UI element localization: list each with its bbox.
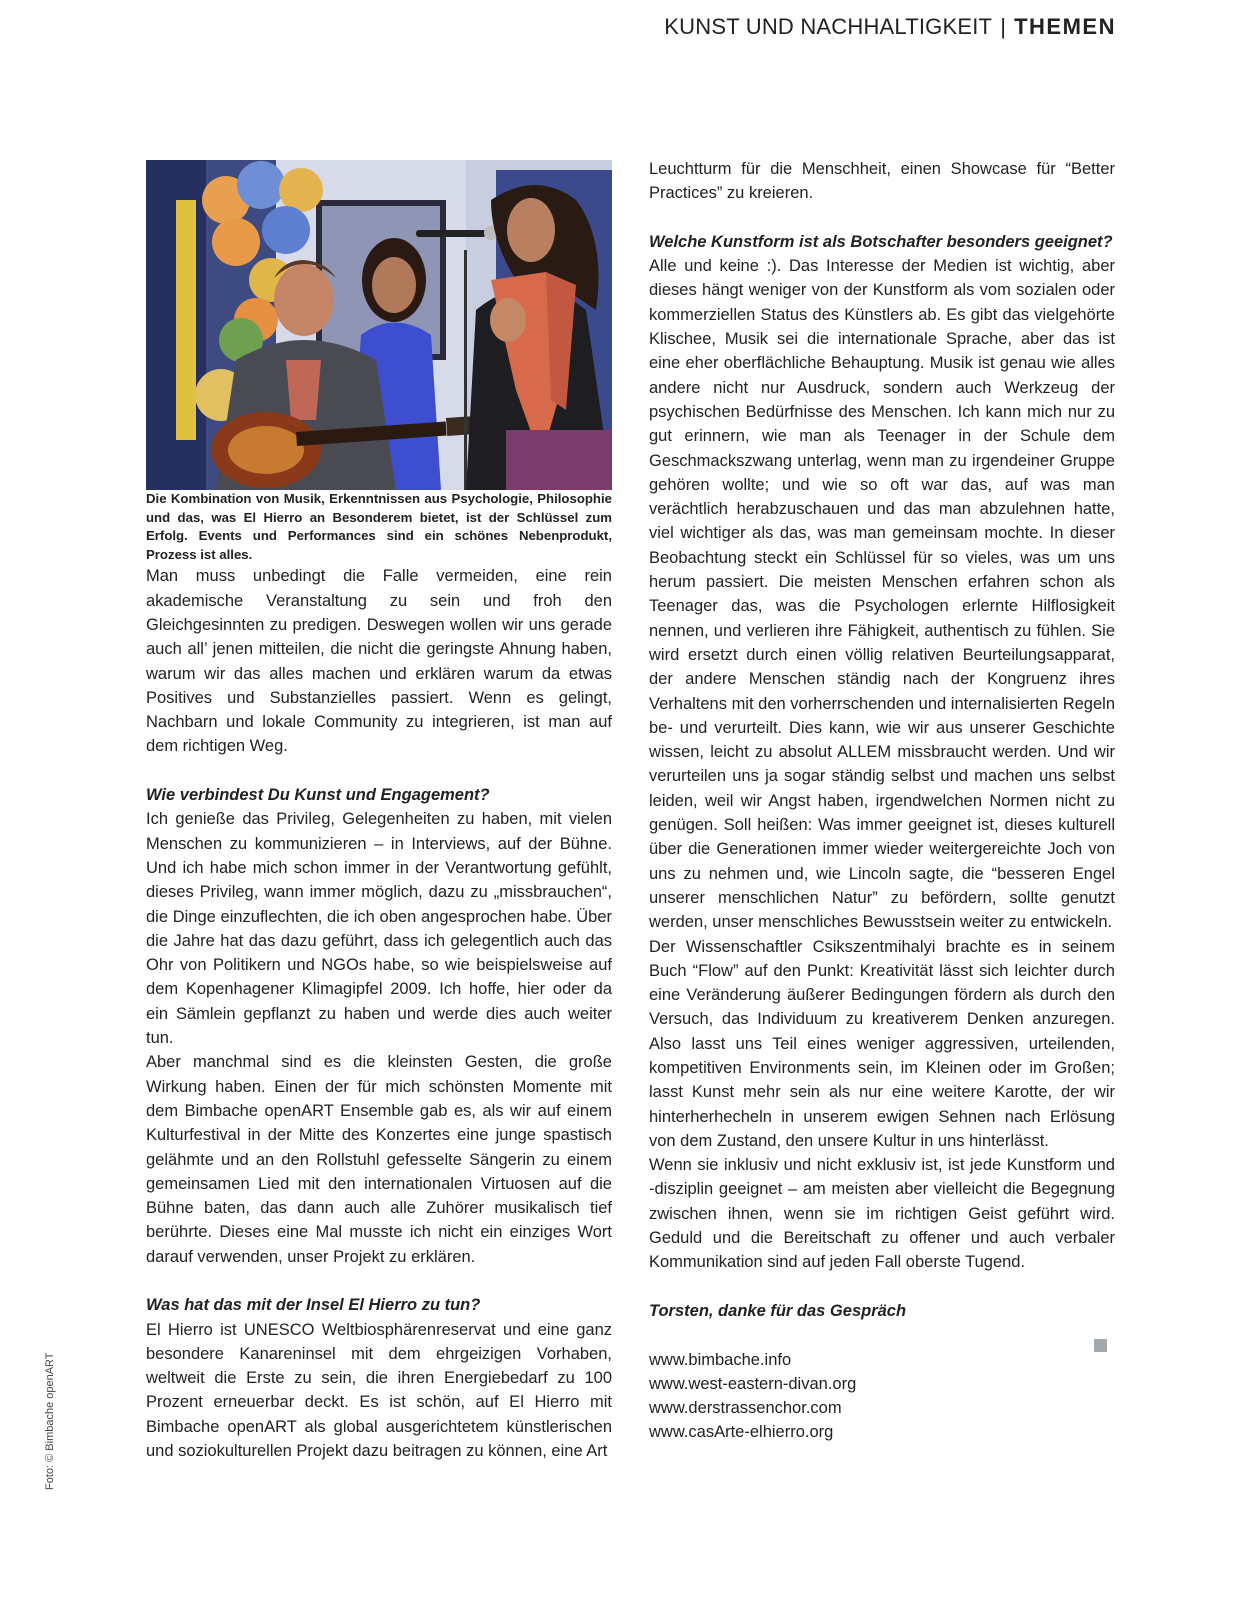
- question-heading-3: Welche Kunstform ist als Botschafter besonders geeignet?: [649, 232, 1113, 251]
- photo-illustration: [146, 160, 612, 490]
- answer-3-paragraph-2: Der Wissenschaftler Csikszentmihalyi brachte es in seinem Buch “Flow” auf den Punkt: Kreativität lässt sich leichter durch eine Veränderung äußerer Bedingungen fördern als durch den Versuch, das Individuum zu kreativerem Denken anzuregen. Also lasst uns Teil eines weniger aggressiven, urteilenden, kompetitiven Environments sein, im Kleinen oder im Großen; lasst Kunst mehr sein als nur eine weitere Karotte, der wir hinterherhecheln in unserem ewigen Sehnen nach Erlösung von dem Zustand, den unsere Kultur in uns hinterlässt.: [649, 937, 1115, 1150]
- header-separator: |: [1000, 14, 1007, 39]
- running-header: [664, 14, 1116, 40]
- link-west-eastern-divan[interactable]: www.west-eastern-divan.org: [649, 1374, 857, 1393]
- photo-credit: Foto: © Bimbache openART: [44, 1352, 56, 1490]
- link-bimbache[interactable]: www.bimbache.info: [649, 1350, 792, 1369]
- answer-2-paragraph-1: El Hierro ist UNESCO Weltbiosphärenreservat und eine ganz besondere Kanareninsel mit dem ehrgeizigen Vorhaben, weltweit die Erste zu sein, die ihren Energiebedarf zu 100 Prozent erneuerbar deckt. Es ist schön, auf El Hierro mit Bimbache openART als global ausgerichtetem künstlerischen und soziokulturellen Projekt dazu beitragen zu können, eine Art: [146, 1320, 612, 1461]
- link-derstrassenchor[interactable]: www.derstrassenchor.com: [649, 1399, 842, 1418]
- answer-1-paragraph-2: Aber manchmal sind es die kleinsten Gesten, die große Wirkung haben. Einen der für mich schönsten Momente mit dem Bimbache openART Ensemble gab es, als wir auf einem Kulturfestival in der Mitte des Konzertes eine junge spastisch gelähmte und an den Rollstuhl gefesselte Sängerin zu einem gemeinsamen Lied mit den internationalen Virtuosen auf die Bühne baten, das dann auch alle Zuhörer musikalisch tief berührte. Dieses eine Mal musste ich nicht ein einziges Wort darauf verwenden, unser Projekt zu erklären.: [146, 1053, 612, 1266]
- answer-1-paragraph-1: Ich genieße das Privileg, Gelegenheiten zu haben, mit vielen Menschen zu kommunizieren – in Interviews, auf der Bühne. Und ich habe mich schon immer in der Verantwortung gefühlt, dieses Privileg, wann immer möglich, dazu zu „missbrauchen“, die Dinge einzuflechten, die ich oben angesprochen habe. Über die Jahre hat das dazu geführt, dass ich gelegentlich auch das Ohr von Politikern und NGOs habe, so wie beispielsweise auf dem Kopenhagener Klimagipfel 2009. Ich hoffe, hier oder da ein Sämlein gepflanzt zu haben und werde dies auch weiter tun.: [146, 810, 612, 1048]
- answer-3-paragraph-1: Alle und keine :). Das Interesse der Medien ist wichtig, aber dieses hängt weniger von der Kunstform als vom sozialen oder kommerziellen Status des Künstlers ab. Es gibt das vielgehörte Klischee, Musik sei die internationale Sprache, aber das ist eine eher oberflächliche Behauptung. Musik ist genau wie alles andere nicht nur Ausdruck, sondern auch Werkzeug der psychischen Bedürfnisse des Menschen. Ich kann mich nur zu gut erinnern, wie man als Teenager in der Schule dem Geschmackszwang unterlag, wenn man zu irgendeiner Gruppe gehören wollte; und wie so oft war das, auf was man verächtlich herabzuschauen und das man abzulehnen hatte, viel wichtiger als das, was man gemeinsam mochte. In dieser Beobachtung steckt ein Schlüssel für so vieles, was um uns herum passiert. Die meisten Menschen erfahren schon als Teenager das, was die Psychologen erlernte Hilflosigkeit nennen, und verlieren ihre Fähigkeit, authentisch zu fühlen. Sie wird ersetzt durch einen völlig relativen Beurteilungsapparat, der andere Menschen ständig nach der Kongruenz ihres Verhaltens mit den vorherrschenden und internalisierten Regeln be- und verurteilt. Dies kann, wie wir aus unserer Geschichte wissen, leicht zu absolut ALLEM missbraucht werden. Und wir verurteilen uns ja sogar ständig selbst und machen uns selbst leiden, weil wir Angst haben, irgendwelchen Normen nicht zu genügen. Soll heißen: Was immer geeignet ist, dieses kulturell über die Generationen immer wieder weitergereichte Joch von uns zu nehmen und, wie Lincoln sagte, die “besseren Engel unserer menschlichen Natur” zu befördern, sollte genutzt werden, unser menschliches Bewusstsein weiter zu entwickeln.: [649, 257, 1115, 932]
- link-list: [649, 1348, 1115, 1445]
- question-heading-1: Wie verbindest Du Kunst und Engagement?: [146, 786, 490, 805]
- continuation-paragraph: Leuchtturm für die Menschheit, einen Showcase für “Better Practices” zu kreieren.: [649, 160, 1115, 203]
- header-topic: KUNST UND NACHHALTIGKEIT: [664, 14, 993, 39]
- end-of-article-marker: [1094, 1339, 1107, 1352]
- link-casarte-elhierro[interactable]: www.casArte-elhierro.org: [649, 1423, 834, 1442]
- closing-line: Torsten, danke für das Gespräch: [649, 1301, 907, 1320]
- question-heading-2: Was hat das mit der Insel El Hierro zu tun?: [146, 1296, 481, 1315]
- answer-3-paragraph-3: Wenn sie inklusiv und nicht exklusiv ist, ist jede Kunstform und -disziplin geeignet – am meisten aber vielleicht die Begegnung zwischen ihnen, wenn sie im richtigen Geist geführt wird. Geduld und die Bereitschaft zu offener und auch verbaler Kommunikation sind auf jeden Fall oberste Tugend.: [649, 1156, 1115, 1272]
- left-column: [146, 160, 612, 1463]
- intro-paragraph: Man muss unbedingt die Falle vermeiden, eine rein akademische Veranstaltung zu sein und froh den Gleichgesinnten zu predigen. Deswegen wollen wir uns gerade auch all’ jenen mitteilen, die nicht die geringste Ahnung haben, warum wir das alles machen und erklären warum da etwas Positives und Substanzielles passiert. Wenn es gelingt, Nachbarn und lokale Community zu integrieren, ist man auf dem richtigen Weg.: [146, 567, 612, 756]
- header-section: THEMEN: [1014, 14, 1116, 39]
- article-photo: [146, 160, 612, 490]
- photo-caption: Die Kombination von Musik, Erkenntnissen aus Psychologie, Philosophie und das, was El Hierro an Besonderem bietet, ist der Schlüssel zum Erfolg. Events und Performances sind ein schönes Nebenprodukt, Prozess ist alles.: [146, 491, 612, 562]
- right-column: [649, 157, 1115, 1445]
